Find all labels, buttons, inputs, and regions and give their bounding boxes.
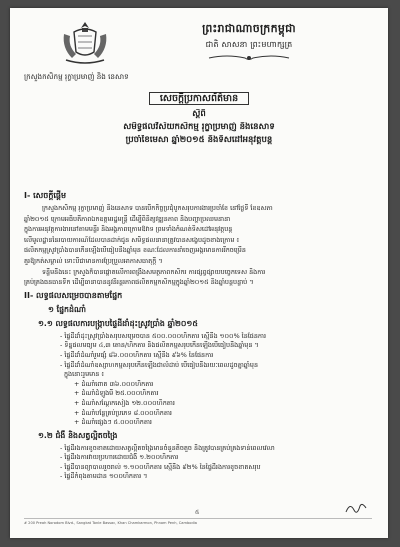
list-item: - ផ្ទៃដីរងការខូចខាតដោយសត្វល្អិតចង្រៃមានចំនួនតិចតួច និងត្រូវបានគ្រប់គ្រងទាន់ពេលវេលា xyxy=(60,443,275,452)
national-motto: ជាតិ សាសនា ព្រះមហាក្សត្រ xyxy=(205,40,293,49)
list-item: - ផ្ទៃដីដាំដំណាំឧស្សាហកម្មសរុបកើនឡើងជាលំដាប់ បើធៀបនឹងរយៈពេលដូចគ្នាឆ្នាំមុន xyxy=(60,360,259,369)
ornament-divider-icon xyxy=(207,53,291,63)
ministry-name: ក្រសួងកសិកម្ម រុក្ខាប្រមាញ់ និង នេសាទ xyxy=(24,72,129,81)
title-line-2: ប្រចាំខែមេសា ឆ្នាំ២០១៥ និងទិសដៅអនុវត្តបន្ត xyxy=(125,135,273,145)
page-number: ៥ xyxy=(195,509,200,516)
list-item: + ដំណាំសណ្តែកសៀង ១២.០០០ហិកតារ xyxy=(74,398,175,407)
list-item: - ទិន្នផលមធ្យម ៤,៣ តោន/ហិកតារ និងផលិតកម្មសរុបកើនឡើងបើធៀបនឹងឆ្នាំមុន ។ xyxy=(60,341,259,350)
list-continuation: ក្នុងនោះរួមមាន ៖ xyxy=(64,370,105,379)
paragraph-line: ក្រសួងកសិកម្ម រុក្ខាប្រមាញ់ និងនេសាទ បានបើកកិច្ចប្រជុំបូកសរុបការងារប្រចាំខែ នៅថ្ងៃទី ខែឧសភា xyxy=(42,204,273,212)
section-1-heading: I- សេចក្តីផ្តើម xyxy=(24,191,67,200)
list-item: - ផ្ទៃដីដាំដំណាំរួមផ្សំ ៨៦.០០០ហិកតារ ស្មើនឹង ៩៦% នៃផែនការ xyxy=(60,350,214,359)
press-release-label: សេចក្តីប្រកាសព័ត៌មាន xyxy=(70,92,328,106)
paragraph-line: លើមូលដ្ឋាននៃរបាយការណ៍ដែលបានដាក់ជូន សមិទ្ធផលនានាត្រូវបានសង្ខេបដូចខាងក្រោម ៖ xyxy=(24,235,240,244)
kingdom-heading: ព្រះរាជាណាចក្រកម្ពុជា xyxy=(202,22,296,35)
list-item: + ដំណាំបន្លែគ្រប់ប្រភេទ ៨.០០០ហិកតារ xyxy=(74,408,172,417)
initials-signature-icon xyxy=(342,498,370,518)
paragraph-line: គួរឱ្យកត់សម្គាល់ ទោះបីជាមានការប្រែប្រួលអាកាសធាតុក្តី ។ xyxy=(24,256,163,265)
document-page xyxy=(10,8,388,538)
subsection-heading: ១.១ លទ្ធផលការបង្ក្រាបផ្ទៃដីដាំដុះស្រូវប្រាំង ឆ្នាំ២០១៥ xyxy=(38,318,198,328)
title-line-1: សមិទ្ធផលវិស័យកសិកម្ម រុក្ខាប្រមាញ់ និងនេសាទ xyxy=(123,122,275,132)
list-item: + ដំណាំដំឡូងមី ២៥.០០០ហិកតារ xyxy=(74,389,159,398)
subsection-heading: ១ ផ្នែកដំណាំ xyxy=(48,304,86,314)
paragraph-line: ក្នុងការអនុវត្តការងារនៅតាមមន្ទីរ និងអង្គភាពក្រោមឱវាទ ព្រមទាំងកំណត់ទិសដៅអនុវត្តបន្ត xyxy=(24,225,233,234)
royal-emblem-icon xyxy=(56,18,114,68)
list-item: - ផ្ទៃដីកំពុងតាមដាន ១០០ហិកតារ ។ xyxy=(60,472,148,481)
list-item: - ផ្ទៃដីដាំដុះស្រូវប្រាំងសរុបសម្រេចបាន ៥០០.០០០ហិកតារ ស្មើនឹង ១០០% នៃផែនការ xyxy=(60,331,267,340)
paragraph-line: ឆ្នាំ២០១៥ ក្រោមអធិបតីភាពឯកឧត្តមរដ្ឋមន្ត្រី ដើម្បីពិនិត្យវឌ្ឍនភាព និងបញ្ហាប្រឈមនានា xyxy=(24,214,231,223)
paragraph-line: ទន្ទឹមនឹងនេះ ក្រសួងក៏បានផ្តោតលើការពង្រឹងសមត្ថភាពកសិករ ការផ្សព្វផ្សាយបច្ចេកទេស និងការ xyxy=(42,267,266,276)
footer-address: # 200 Preah Norodom Blvd., Sangkat Tonle Bassac, Khan Chamkarmon, Phnom Penh, Cambodia xyxy=(24,518,372,525)
list-item: + ដំណាំពោត ៣៦.០០០ហិកតារ xyxy=(74,379,154,388)
list-item: - ផ្ទៃដីបានព្យាបាលរួចរាល់ ១.១០០ហិកតារ ស្មើនឹង ៩២% នៃផ្ទៃដីរងការខូចខាតសរុប xyxy=(60,462,261,471)
title-about: ស្តីពី xyxy=(192,109,206,119)
paragraph-line: ផលិតកម្មស្រូវប្រាំងបានកើនឡើងបើធៀបនឹងឆ្នាំមុន ខណៈដែលការនាំចេញអង្ករមានការរីកចម្រើន xyxy=(24,246,246,255)
subsection-heading: ១.២ ជំងឺ និងសត្វល្អិតចង្រៃ xyxy=(38,430,118,440)
list-item: - ផ្ទៃដីរងការវាយប្រហារដោយជំងឺ ១.២០០ហិកតារ xyxy=(60,453,179,462)
list-item: + ដំណាំផ្សេងៗ ៥.០០០ហិកតារ xyxy=(74,418,152,427)
paragraph-line: គ្រប់គ្រងធនធានទឹក ដើម្បីធានាបាននូវនិរន្តរភាពផលិតកម្មកសិកម្មក្នុងឆ្នាំ២០១៥ និងឆ្នាំបន្តបន្ទាប់ ។ xyxy=(24,278,254,287)
document-body xyxy=(24,188,376,482)
section-2-heading: II- លទ្ធផលសម្រេចបានតាមផ្នែក xyxy=(24,290,123,300)
